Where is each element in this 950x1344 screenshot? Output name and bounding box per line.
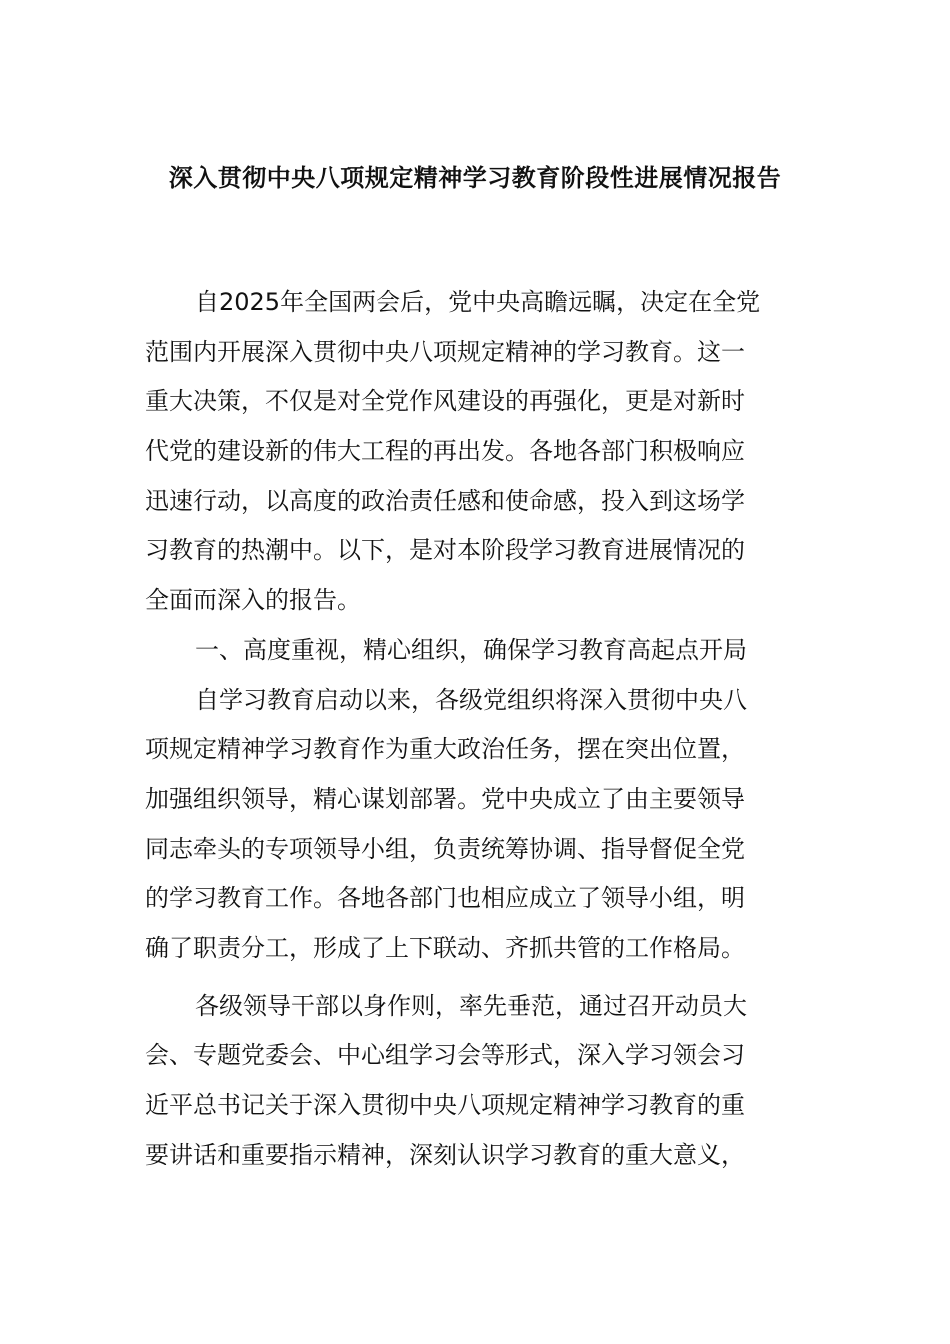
text-line: 会、专题党委会、中心组学习会等形式，深入学习领会习	[145, 1041, 745, 1070]
text-line: 范围内开展深入贯彻中央八项规定精神的学习教育。这一	[145, 337, 745, 366]
text-line: 各级领导干部以身作则，率先垂范，通过召开动员大	[195, 991, 747, 1020]
text-line: 要讲话和重要指示精神，深刻认识学习教育的重大意义，	[145, 1140, 745, 1169]
document-title: 深入贯彻中央八项规定精神学习教育阶段性进展情况报告	[168, 164, 782, 192]
text-line: 代党的建设新的伟大工程的再出发。各地各部门积极响应	[145, 437, 745, 466]
text-line: 自学习教育启动以来，各级党组织将深入贯彻中央八	[195, 685, 747, 714]
paragraph-leadership	[145, 982, 805, 1181]
text-line: 的学习教育工作。各地各部门也相应成立了领导小组，明	[145, 884, 745, 913]
text-line: 项规定精神学习教育作为重大政治任务，摆在突出位置，	[145, 735, 745, 764]
section-heading: 一、高度重视，精心组织，确保学习教育高起点开局	[195, 635, 747, 664]
paragraph-intro	[145, 278, 805, 626]
text-line: 重大决策，不仅是对全党作风建设的再强化，更是对新时	[145, 387, 745, 416]
paragraph-organization	[145, 676, 805, 974]
text-line: 迅速行动，以高度的政治责任感和使命感，投入到这场学	[145, 486, 745, 515]
text-line: 习教育的热潮中。以下，是对本阶段学习教育进展情况的	[145, 536, 745, 565]
document-body	[145, 278, 805, 1180]
text-line: 近平总书记关于深入贯彻中央八项规定精神学习教育的重	[145, 1091, 745, 1119]
text-line: 确了职责分工，形成了上下联动、齐抓共管的工作格局。	[145, 933, 745, 962]
text-line: 同志牵头的专项领导小组，负责统筹协调、指导督促全党	[145, 834, 745, 863]
text-line: 加强组织领导，精心谋划部署。党中央成立了由主要领导	[145, 784, 745, 813]
paragraph-gap	[145, 974, 805, 982]
text-line: 全面而深入的报告。	[145, 586, 361, 615]
text-line: 自2025年全国两会后，党中央高瞻远瞩，决定在全党	[195, 288, 761, 316]
